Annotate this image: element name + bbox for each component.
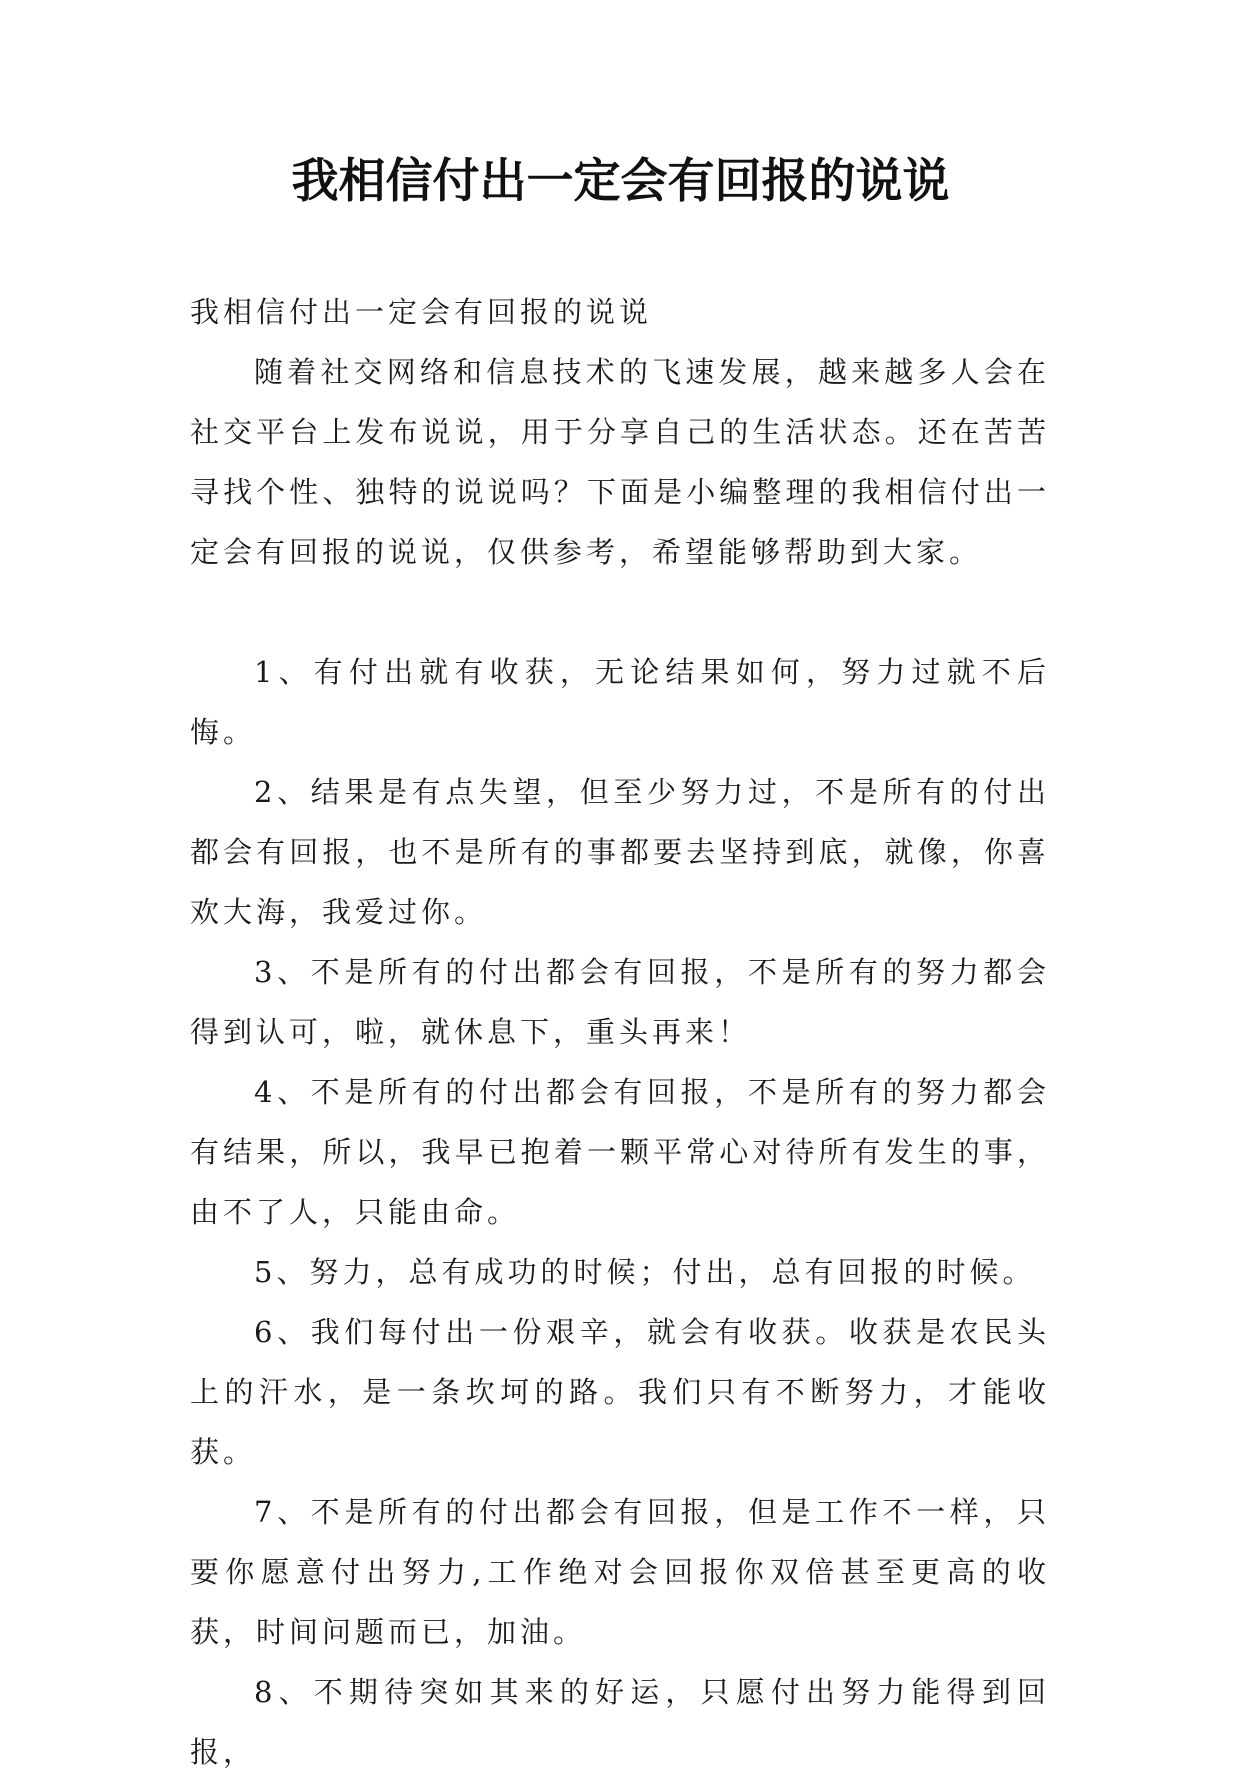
page-title: 我相信付出一定会有回报的说说 bbox=[291, 154, 950, 209]
list-item: 5、努力，总有成功的时候；付出，总有回报的时候。 bbox=[254, 1255, 1036, 1289]
list-item: 7、不是所有的付出都会有回报，但是工作不一样，只要你愿意付出努力,工作绝对会回报你双倍甚至更高的收获，时间问题而已，加油。 bbox=[190, 1495, 1050, 1649]
list-item: 1、有付出就有收获，无论结果如何，努力过就不后悔。 bbox=[190, 655, 1050, 749]
list-item: 3、不是所有的付出都会有回报，不是所有的努力都会得到认可，啦，就休息下，重头再来！ bbox=[190, 955, 1050, 1049]
paragraph-spacer bbox=[190, 582, 1050, 642]
list-item: 6、我们每付出一份艰辛，就会有收获。收获是农民头上的汗水，是一条坎坷的路。我们只有不断努力，才能收获。 bbox=[190, 1315, 1050, 1469]
list-item: 2、结果是有点失望，但至少努力过，不是所有的付出都会有回报，也不是所有的事都要去坚持到底，就像，你喜欢大海，我爱过你。 bbox=[190, 775, 1050, 929]
list-item: 4、不是所有的付出都会有回报，不是所有的努力都会有结果，所以，我早已抱着一颗平常心对待所有发生的事，由不了人，只能由命。 bbox=[190, 1075, 1050, 1229]
list-item: 8、不期待突如其来的好运，只愿付出努力能得到回报， bbox=[190, 1675, 1050, 1769]
subtitle-line: 我相信付出一定会有回报的说说 bbox=[190, 295, 653, 329]
intro-paragraph: 随着社交网络和信息技术的飞速发展，越来越多人会在社交平台上发布说说，用于分享自己的生活状态。还在苦苦寻找个性、独特的说说吗？下面是小编整理的我相信付出一定会有回报的说说，仅供参考，希望能够帮助到大家。 bbox=[190, 355, 1050, 569]
document-body bbox=[190, 282, 1050, 1782]
